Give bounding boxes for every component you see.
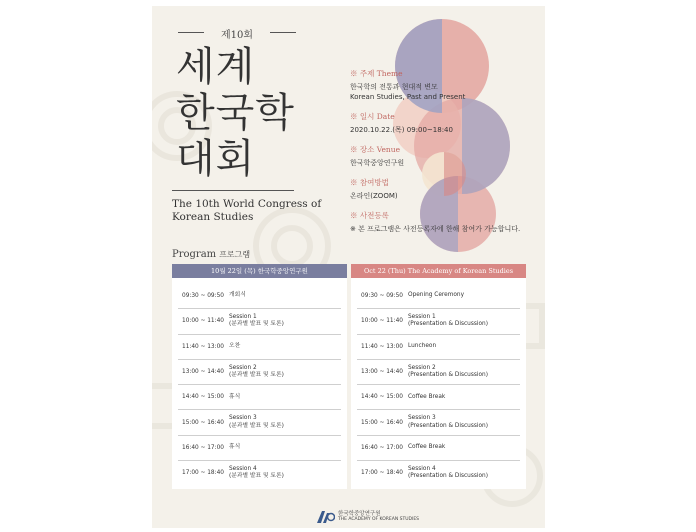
title-korean <box>176 44 295 182</box>
program-table-korean <box>172 264 347 489</box>
info-registration <box>350 210 538 234</box>
title-line: 한국학 <box>176 90 295 136</box>
row-event-sub: (Presentation & Discussion) <box>408 372 488 379</box>
row-time: 16:40 ~ 17:00 <box>361 444 403 451</box>
row-event-sub: (분과별 발표 및 토론) <box>229 372 284 379</box>
table-header: 10월 22일 (목) 한국학중앙연구원 <box>172 264 347 278</box>
row-event-sub: (Presentation & Discussion) <box>408 422 488 429</box>
info-theme <box>350 68 538 102</box>
info-label: ※ 일시 Date <box>350 112 395 121</box>
row-event-sub: (분과별 발표 및 토론) <box>229 321 284 328</box>
info-value: 한국학의 전통과 현대적 변모 <box>350 83 438 91</box>
table-row <box>357 309 520 334</box>
row-event: Opening Ceremony <box>408 292 465 299</box>
program-title-en: Program <box>172 249 217 260</box>
row-time: 11:40 ~ 13:00 <box>182 343 224 350</box>
info-value: Korean Studies, Past and Present <box>350 93 466 101</box>
row-event-sub: (분과별 발표 및 토론) <box>229 473 284 480</box>
row-time: 16:40 ~ 17:00 <box>182 444 224 451</box>
table-body <box>172 278 347 489</box>
row-time: 11:40 ~ 13:00 <box>361 343 403 350</box>
info-date <box>350 111 538 135</box>
table-row <box>178 385 341 410</box>
row-time: 14:40 ~ 15:00 <box>361 394 403 401</box>
table-row <box>357 360 520 385</box>
poster <box>152 6 545 528</box>
row-event: 휴식 <box>229 444 241 451</box>
row-time: 17:00 ~ 18:40 <box>361 470 403 477</box>
row-time: 10:00 ~ 11:40 <box>182 318 224 325</box>
title-line: 세계 <box>176 44 256 90</box>
row-event: Session 2 (Presentation & Discussion) <box>408 364 488 379</box>
table-row <box>178 410 341 435</box>
table-row <box>178 461 341 485</box>
row-event: Coffee Break <box>408 393 446 400</box>
table-row <box>178 284 341 309</box>
table-row <box>357 335 520 360</box>
row-event: Session 2 (분과별 발표 및 토론) <box>229 364 284 379</box>
table-row <box>178 335 341 360</box>
row-event: Luncheon <box>408 342 437 349</box>
title-line: 대회 <box>176 136 256 182</box>
row-event-sub: (Presentation & Discussion) <box>408 321 488 328</box>
row-time: 17:00 ~ 18:40 <box>182 470 224 477</box>
table-row <box>178 360 341 385</box>
row-event: 오찬 <box>229 342 241 349</box>
row-event-sub: (Presentation & Discussion) <box>408 473 488 480</box>
row-time: 13:00 ~ 14:40 <box>361 369 403 376</box>
info-value: 온라인(ZOOM) <box>350 192 398 200</box>
row-time: 14:40 ~ 15:00 <box>182 394 224 401</box>
title-en-line: Korean Studies <box>172 211 254 223</box>
org-name-ko: 한국학중앙연구원 <box>338 511 381 517</box>
info-participation <box>350 177 538 201</box>
title-en-line: The 10th World Congress of <box>172 198 322 210</box>
table-header: Oct 22 (Thu) The Academy of Korean Studies <box>351 264 526 278</box>
info-venue <box>350 144 538 168</box>
program-title-ko: 프로그램 <box>219 250 251 259</box>
row-event-sub: (분과별 발표 및 토론) <box>229 422 284 429</box>
row-event: 개회식 <box>229 292 246 299</box>
row-event: Session 3 (분과별 발표 및 토론) <box>229 415 284 429</box>
row-event: Session 3 (Presentation & Discussion) <box>408 415 488 429</box>
row-time: 10:00 ~ 11:40 <box>361 318 403 325</box>
row-event: 휴식 <box>229 393 241 400</box>
info-value: 한국학중앙연구원 <box>350 159 405 167</box>
row-event: Session 4 (Presentation & Discussion) <box>408 465 488 480</box>
info-value: 2020.10.22.(목) 09:00~18:40 <box>350 126 453 134</box>
table-row <box>357 284 520 309</box>
table-row <box>178 309 341 334</box>
info-label: ※ 사전등록 <box>350 211 389 220</box>
program-table-english <box>351 264 526 489</box>
program-title <box>172 249 250 260</box>
title-divider <box>172 190 294 191</box>
edition-label <box>178 26 296 41</box>
info-label: ※ 장소 Venue <box>350 145 401 154</box>
footer-org <box>338 512 419 522</box>
event-info <box>350 68 538 243</box>
table-row <box>357 385 520 410</box>
table-row <box>357 436 520 461</box>
row-time: 09:30 ~ 09:50 <box>361 293 403 300</box>
aks-logo-icon <box>317 511 335 523</box>
info-value: ※ 본 프로그램은 사전등록자에 한해 참여가 가능합니다. <box>350 225 521 233</box>
footer-logo <box>317 511 419 523</box>
table-row <box>357 461 520 485</box>
row-time: 15:00 ~ 16:40 <box>182 419 224 426</box>
edition-text: 제10회 <box>220 30 254 41</box>
row-time: 15:00 ~ 16:40 <box>361 419 403 426</box>
row-time: 13:00 ~ 14:40 <box>182 369 224 376</box>
table-body <box>351 278 526 489</box>
org-name-en: THE ACADEMY OF KOREAN STUDIES <box>338 517 420 522</box>
row-event: Session 4 (분과별 발표 및 토론) <box>229 465 284 480</box>
row-time: 09:30 ~ 09:50 <box>182 293 224 300</box>
edition-rule-right <box>270 32 296 33</box>
row-event: Coffee Break <box>408 444 446 451</box>
info-label: ※ 참여방법 <box>350 178 389 187</box>
table-row <box>357 410 520 435</box>
title-english <box>172 198 321 224</box>
row-event: Session 1 (분과별 발표 및 토론) <box>229 313 284 328</box>
info-label: ※ 주제 Theme <box>350 69 403 78</box>
table-row <box>178 436 341 461</box>
edition-rule-left <box>178 32 204 33</box>
row-event: Session 1 (Presentation & Discussion) <box>408 313 488 328</box>
